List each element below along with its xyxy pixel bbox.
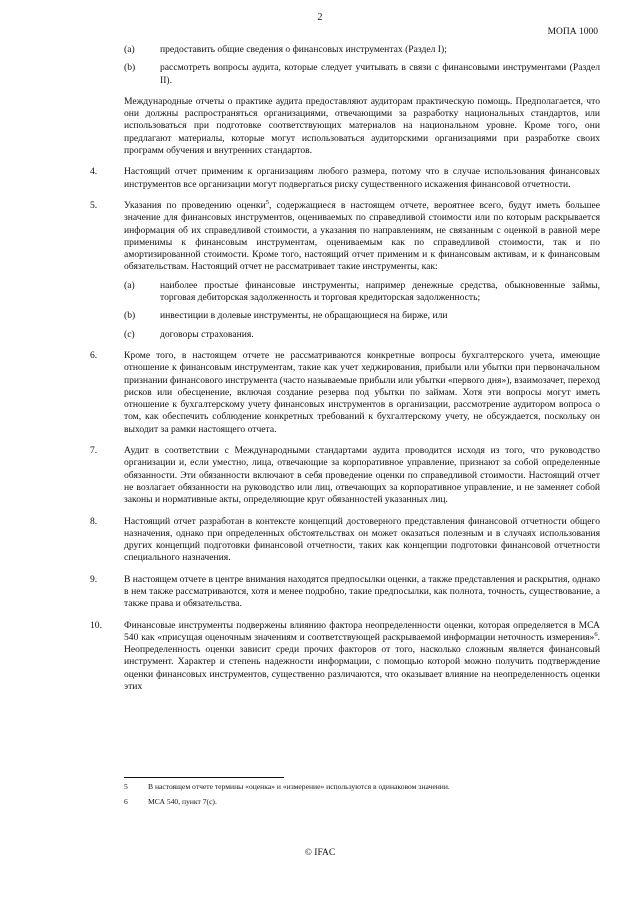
paragraph-text-part: Указания по проведению оценки bbox=[124, 199, 266, 211]
footnote-5 bbox=[124, 782, 600, 792]
paragraph-7 bbox=[90, 445, 600, 506]
subitem-b bbox=[124, 310, 600, 322]
paragraph-number: 6. bbox=[90, 349, 98, 361]
intro-paragraph: Международные отчеты о практике аудита предоставляют аудиторам практическую помощь. Предполагается, что они должны распространяться организациями, отвечающими за разработку национальных стандартов, или использоваться при подготовке соответствующих материалов на национальном уровне. Кроме того, они предлагают материалы, которые могут использоваться аудиторскими организациями при разработке своих программ обучения и внутренних стандартов. bbox=[124, 95, 600, 157]
footnote-ref: 6 bbox=[594, 630, 598, 638]
item-text: предоставить общие сведения о финансовых инструментах (Раздел I); bbox=[160, 44, 447, 55]
paragraph-text: Аудит в соответствии с Международными стандартами аудита проводится исходя из того, что руководство организации и, если уместно, лица, отвечающие за корпоративное управление, признают за собой определенные обязанности. Эти обязанности включают в себя проведение оценки по справедливой стоимости. Настоящий отчет не возлагает обязанности на руководство или лиц, отвечающих за корпоративное управление, и не заменяет собой законы и нормативные акты, определяющие круг обязанностей указанных лиц. bbox=[124, 445, 600, 506]
paragraph-number: 7. bbox=[90, 445, 98, 457]
footnotes bbox=[124, 782, 600, 812]
paragraph-text-part: , содержащиеся в настоящем отчете, вероятнее всего, будут иметь большее значение для финансовых инструментов, оцениваемых по справедливой стоимости или по которым раскрывается информация об их справедливой стоимости, а указания по направлениям, не связанным с оценкой в равной мере применимы к финансовым инструментам, оцениваемым как по справедливой стоимости, так и по амортизированной стоимости. Кроме того, настоящий отчет применим и к финансовым активам, и к финансовым обязательствам. Настоящий отчет не рассматривает такие инструменты, как: bbox=[124, 199, 600, 273]
paragraph-text: Настоящий отчет разработан в контексте концепций достоверного представления финансовой отчетности общего назначения, однако при определенных обстоятельствах он может оказаться полезным и в случаях использования других концепций подготовки финансовой отчетности, таких как концепции подготовки финансовой отчетности специального назначения. bbox=[124, 515, 600, 564]
paragraph-text: Настоящий отчет применим к организациям любого размера, потому что в случае использования финансовых инструментов все организации могут подвергаться риску существенного искажения финансовой отчетности. bbox=[124, 166, 600, 190]
item-marker: (c) bbox=[124, 328, 135, 340]
paragraph-number: 5. bbox=[90, 199, 98, 211]
page-number: 2 bbox=[317, 12, 323, 23]
paragraph-text: В настоящем отчете в центре внимания находятся предпосылки оценки, а также представления и раскрытия, однако в нем также рассматриваются, хотя и менее подробно, такие предпосылки, как полнота, точность, существование, а также права и обязательства. bbox=[124, 573, 600, 610]
item-text: инвестиции в долевые инструменты, не обращающиеся на бирже, или bbox=[160, 310, 448, 322]
paragraph-text bbox=[124, 620, 600, 692]
item-marker: (a) bbox=[124, 44, 135, 55]
paragraph-text-part: Финансовые инструменты подвержены влиянию фактора неопределенности оценки, которая определяется в МСА 540 как «присущая оценочным значениям и соответствующей раскрываемой информации неточность измерения» bbox=[124, 619, 600, 643]
footnote-marker: 5 bbox=[124, 782, 128, 791]
subitem-a bbox=[124, 280, 600, 305]
paragraph-number: 8. bbox=[90, 515, 98, 527]
paragraph-number: 10. bbox=[90, 619, 102, 631]
item-text: рассмотреть вопросы аудита, которые следует учитывать в связи с финансовыми инструментами (Раздел II). bbox=[160, 62, 600, 86]
subitem-c bbox=[124, 329, 600, 341]
footnote-text: МСА 540, пункт 7(c). bbox=[148, 797, 217, 806]
item-marker: (b) bbox=[124, 310, 136, 322]
paragraph-8 bbox=[90, 516, 600, 565]
paragraph-text-part: . Неопределенность оценки зависит среди прочих факторов от того, насколько сложным является финансовый инструмент. Характер и степень надежности информации, с помощью которой можно получить подтверждение оценки финансовых инструментов, существенно различаются, что оказывает влияние на неопределенность оценки этих bbox=[124, 631, 600, 693]
footnote-text: В настоящем отчете термины «оценка» и «измерение» используются в одинаковом значении. bbox=[148, 782, 450, 791]
intro-item-a bbox=[124, 44, 600, 56]
footnote-marker: 6 bbox=[124, 797, 128, 806]
document-body bbox=[90, 44, 600, 702]
subitem-list bbox=[124, 280, 600, 341]
footnote-ref: 5 bbox=[265, 198, 269, 206]
paragraph-9 bbox=[90, 574, 600, 611]
paragraph-5 bbox=[90, 200, 600, 341]
paragraph-text: Кроме того, в настоящем отчете не рассматриваются конкретные вопросы бухгалтерского учета, имеющие отношение к финансовым инструментам, такие как учет хеджирования, прибыли или убытки при первоначальном признании финансового инструмента (часто называемые прибыли или убытки «первого дня»), взаимозачет, переход рисков или обесценение, включая создание резерва под убытки по займам. Хотя эти вопросы могут иметь отношение к бухгалтерскому учету финансовых инструментов в организации, рассмотрение аудитором вопроса о том, как обеспечить соблюдение конкретных требований к бухгалтерскому учету, не обсуждается, поскольку он выходит за рамки настоящего отчета. bbox=[124, 349, 600, 435]
paragraph-4 bbox=[90, 166, 600, 191]
footnote-divider bbox=[124, 777, 284, 778]
footnote-6 bbox=[124, 797, 600, 807]
item-text: договоры страхования. bbox=[160, 328, 254, 340]
item-marker: (a) bbox=[124, 279, 135, 291]
copyright-footer: © IFAC bbox=[304, 848, 336, 858]
item-marker: (b) bbox=[124, 62, 136, 74]
intro-item-b bbox=[124, 62, 600, 87]
document-code: МОПА 1000 bbox=[547, 27, 598, 37]
paragraph-number: 4. bbox=[90, 166, 98, 178]
paragraph-text bbox=[124, 200, 600, 272]
paragraph-number: 9. bbox=[90, 573, 98, 585]
item-text: наиболее простые финансовые инструменты, например денежные средства, обыкновенные займы, торговая дебиторская задолженность и торговая кредиторская задолженность; bbox=[160, 279, 600, 304]
paragraph-10 bbox=[90, 620, 600, 694]
paragraph-6 bbox=[90, 350, 600, 436]
